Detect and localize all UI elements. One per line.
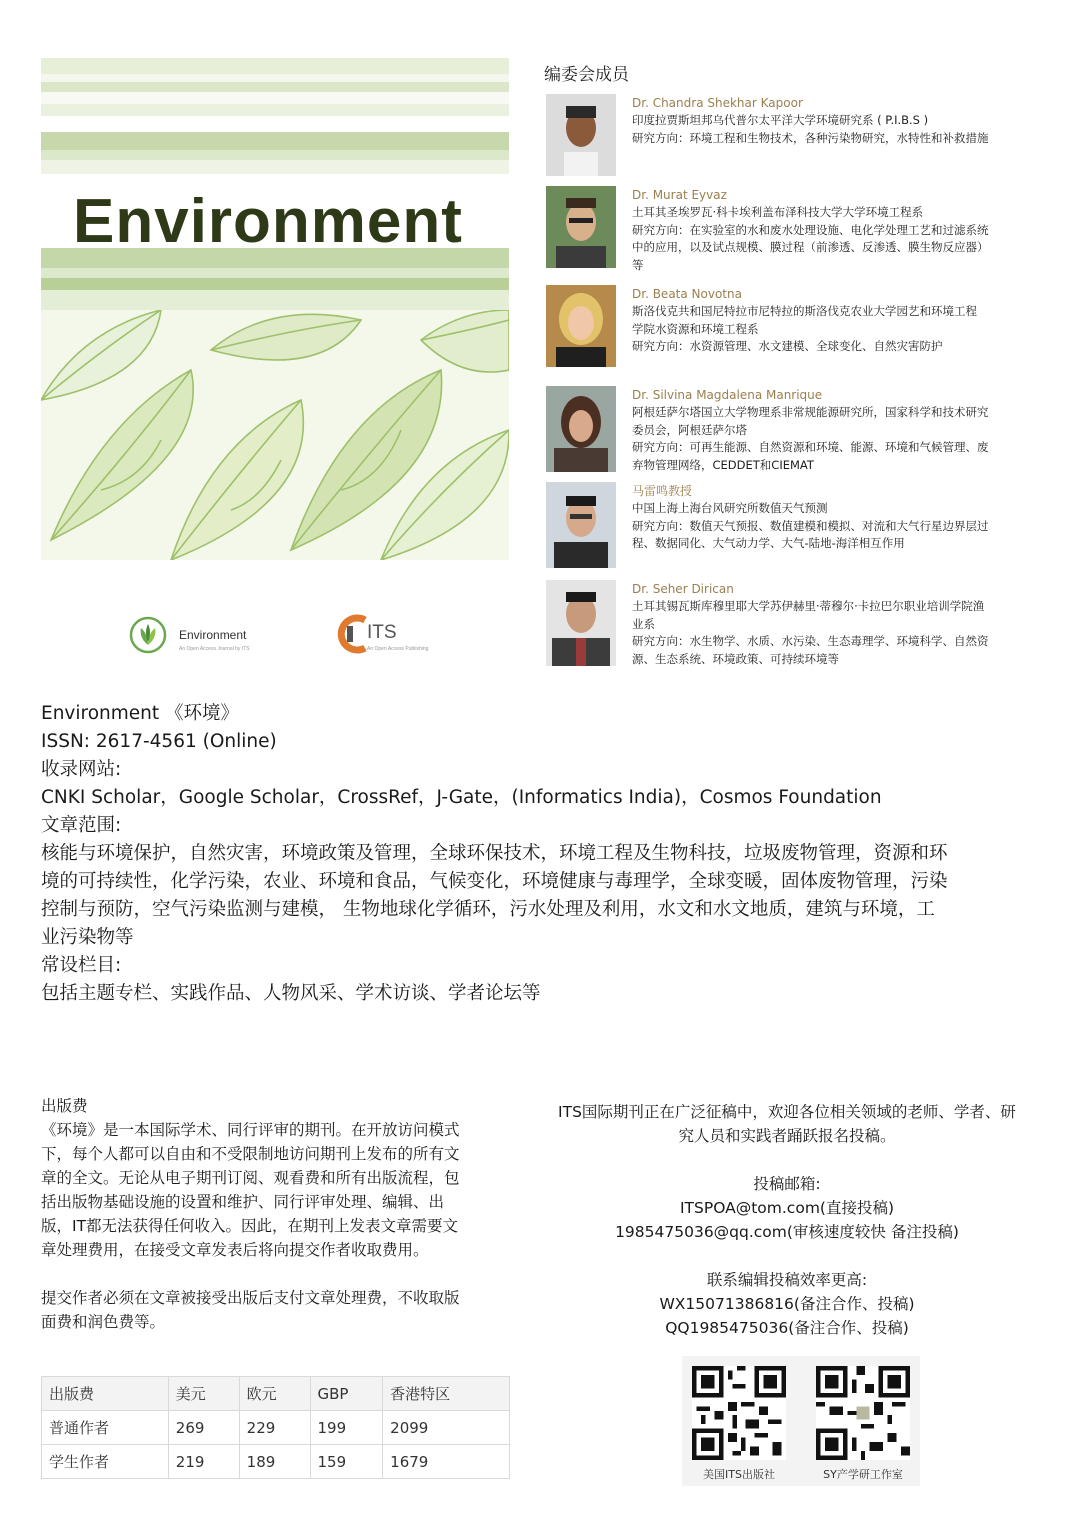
member-detail: 等 bbox=[632, 257, 644, 272]
table-row bbox=[42, 1411, 510, 1445]
scope-label: 文章范围: bbox=[41, 815, 122, 836]
member-detail: 学院水资源和环境工程系 bbox=[632, 321, 759, 336]
scope-text: 核能与环境保护，自然灾害，环境政策及管理，全球环保技术，环境工程及生物科技，垃圾废物管理，资源和环 bbox=[41, 843, 948, 864]
member-detail: 弃物管理网络，CEDDET和CIEMAT bbox=[632, 457, 814, 472]
fees-paragraph: 章的全文。无论从电子期刊订阅、观看费和所有出版流程，包 bbox=[41, 1169, 460, 1187]
contact-label: 联系编辑投稿效率更高: bbox=[706, 1271, 868, 1289]
member-detail: 中国上海上海台风研究所数值天气预测 bbox=[632, 501, 828, 515]
table-cell: 159 bbox=[310, 1445, 383, 1479]
member-detail: 研究方向：水资源管理、水文建模、全球变化、自然灾害防护 bbox=[632, 339, 943, 354]
member-detail: 源、生态系统、环境政策、可持续环境等 bbox=[632, 651, 839, 666]
table-cell: 189 bbox=[239, 1445, 310, 1479]
member-photo bbox=[546, 186, 616, 268]
member-photo bbox=[546, 580, 616, 666]
member-name: Dr. Beata Novotna bbox=[632, 287, 742, 301]
fees-heading: 出版费 bbox=[41, 1097, 88, 1115]
fees-note: 面费和润色费等。 bbox=[41, 1313, 166, 1331]
environment-logo-icon bbox=[129, 616, 167, 654]
cover-logos bbox=[41, 608, 509, 664]
member-detail: 研究方向：数值天气预报、数值建模和模拟、对流和大气行星边界层过 bbox=[632, 518, 989, 533]
member-detail: 土耳其圣埃罗瓦·科卡埃利盖布泽科技大学大学环境工程系 bbox=[632, 205, 924, 219]
member-detail: 程、数据同化、大气动力学、大气-陆地-海洋相互作用 bbox=[632, 536, 905, 551]
member-detail: 阿根廷萨尔塔国立大学物理系非常规能源研究所，国家科学和技术研究 bbox=[632, 405, 989, 419]
member-name: Dr. Chandra Shekhar Kapoor bbox=[632, 96, 803, 110]
fees-paragraph: 下，每个人都可以自由和不受限制地访问期刊上发布的所有文 bbox=[41, 1145, 460, 1163]
member-detail: 斯洛伐克共和国尼特拉市尼特拉的斯洛伐克农业大学园艺和环境工程 bbox=[632, 304, 977, 318]
member-photo bbox=[546, 482, 616, 568]
member-name: 马雷鸣教授 bbox=[632, 484, 693, 498]
journal-name: Environment 《环境》 bbox=[41, 703, 240, 724]
table-cell: 普通作者 bbox=[42, 1411, 169, 1445]
member-name: Dr. Murat Eyvaz bbox=[632, 188, 727, 202]
table-header-cell: 香港特区 bbox=[383, 1377, 510, 1411]
member-detail: 研究方向：水生物学、水质、水污染、生态毒理学、环境科学、自然资 bbox=[632, 634, 989, 649]
journal-info bbox=[41, 700, 1041, 1008]
member-detail: 土耳其锡瓦斯库穆里耶大学苏伊赫里·蒂穆尔·卡拉巴尔职业培训学院渔 bbox=[632, 599, 985, 613]
qr-caption: 美国ITS出版社 bbox=[703, 1468, 775, 1481]
member-name: Dr. Seher Dirican bbox=[632, 582, 734, 596]
table-cell: 199 bbox=[310, 1411, 383, 1445]
table-cell: 2099 bbox=[383, 1411, 510, 1445]
its-logo-icon bbox=[335, 612, 371, 656]
scope-text: 境的可持续性，化学污染，农业、环境和食品，气候变化，环境健康与毒理学，全球变暖，固体废物管理，污染 bbox=[41, 871, 948, 892]
columns-text: 包括主题专栏、实践作品、人物风采、学术访谈、学者论坛等 bbox=[41, 983, 541, 1004]
member-detail: 研究方向：环境工程和生物技术，各种污染物研究，水特性和补救措施 bbox=[632, 130, 989, 145]
its-logo-subtext: An Open Access Publishing bbox=[367, 646, 429, 652]
columns-label: 常设栏目: bbox=[41, 955, 122, 976]
member-detail: 业系 bbox=[632, 616, 655, 631]
contact-qq: QQ1985475036(备注合作、投稿) bbox=[665, 1319, 909, 1337]
fees-section bbox=[41, 1094, 511, 1334]
member-photo bbox=[546, 386, 616, 472]
indexing-label: 收录网站: bbox=[41, 759, 122, 780]
member-photo bbox=[546, 285, 616, 367]
qr-code-icon bbox=[692, 1366, 786, 1460]
fee-table bbox=[41, 1376, 510, 1479]
fees-paragraph: 《环境》是一本国际学术、同行评审的期刊。在开放访问模式 bbox=[41, 1121, 460, 1139]
email-direct[interactable]: ITSPOA@tom.com(直接投稿) bbox=[679, 1199, 895, 1217]
its-logo-text: ITS bbox=[367, 622, 397, 643]
table-header-cell: 出版费 bbox=[42, 1377, 169, 1411]
cover-title: Environment bbox=[73, 187, 463, 256]
fees-paragraph: 章处理费用，在接受文章发表后将向提交作者收取费用。 bbox=[41, 1241, 429, 1259]
scope-text: 控制与预防，空气污染监测与建模， 生物地球化学循环，污水处理及利用，水文和水文地质，建筑与环境，工 bbox=[41, 899, 935, 920]
table-header-cell: 美元 bbox=[168, 1377, 239, 1411]
table-cell: 1679 bbox=[383, 1445, 510, 1479]
member-detail: 研究方向：在实验室的水和废水处理设施、电化学处理工艺和过滤系统 bbox=[632, 222, 989, 237]
email-label: 投稿邮箱: bbox=[753, 1175, 821, 1193]
member-photo bbox=[546, 94, 616, 176]
qr-caption: SY产学研工作室 bbox=[823, 1468, 903, 1481]
journal-issn: ISSN: 2617-4561 (Online) bbox=[41, 731, 277, 752]
leaf-illustration bbox=[41, 310, 509, 560]
qr-codes bbox=[682, 1356, 920, 1486]
member-detail: 印度拉贾斯坦邦乌代普尔太平洋大学环境研究系 ( P.I.B.S ) bbox=[632, 113, 929, 127]
contact-wechat: WX15071386816(备注合作、投稿) bbox=[659, 1295, 915, 1313]
call-intro: ITS国际期刊正在广泛征稿中，欢迎各位相关领域的老师、学者、研 bbox=[558, 1103, 1016, 1121]
call-for-papers bbox=[534, 1100, 1040, 1340]
email-qq[interactable]: 1985475036@qq.com(审核速度较快 备注投稿) bbox=[615, 1223, 959, 1241]
indexing-list: CNKI Scholar，Google Scholar，CrossRef，J-Gate，(Informatics India)，Cosmos Foundation bbox=[41, 787, 882, 808]
table-row bbox=[42, 1445, 510, 1479]
table-header-cell: 欧元 bbox=[239, 1377, 310, 1411]
fees-paragraph: 括出版物基础设施的设置和维护、同行评审处理、编辑、出 bbox=[41, 1193, 445, 1211]
member-name: Dr. Silvina Magdalena Manrique bbox=[632, 388, 823, 402]
environment-logo-text: Environment bbox=[179, 628, 247, 642]
member-detail: 研究方向：可再生能源、自然资源和环境、能源、环境和气候管理、废 bbox=[632, 440, 989, 455]
table-cell: 学生作者 bbox=[42, 1445, 169, 1479]
journal-cover bbox=[41, 58, 509, 590]
table-cell: 229 bbox=[239, 1411, 310, 1445]
table-header-cell: GBP bbox=[310, 1377, 383, 1411]
table-cell: 219 bbox=[168, 1445, 239, 1479]
member-detail: 中的应用，以及试点规模、膜过程（前渗透、反渗透、膜生物反应器） bbox=[632, 240, 989, 255]
table-cell: 269 bbox=[168, 1411, 239, 1445]
board-title: 编委会成员 bbox=[544, 65, 629, 85]
fees-note: 提交作者必须在文章被接受出版后支付文章处理费，不收取版 bbox=[41, 1289, 460, 1307]
call-intro: 究人员和实践者踊跃报名投稿。 bbox=[678, 1127, 896, 1145]
scope-text: 业污染物等 bbox=[41, 927, 134, 948]
qr-code-icon bbox=[816, 1366, 910, 1460]
fees-paragraph: 版，IT都无法获得任何收入。因此，在期刊上发表文章需要文 bbox=[41, 1217, 459, 1235]
member-detail: 委员会，阿根廷萨尔塔 bbox=[632, 422, 747, 437]
table-header-row bbox=[42, 1377, 510, 1411]
environment-logo-subtext: An Open Access Journal by ITS bbox=[179, 646, 250, 652]
